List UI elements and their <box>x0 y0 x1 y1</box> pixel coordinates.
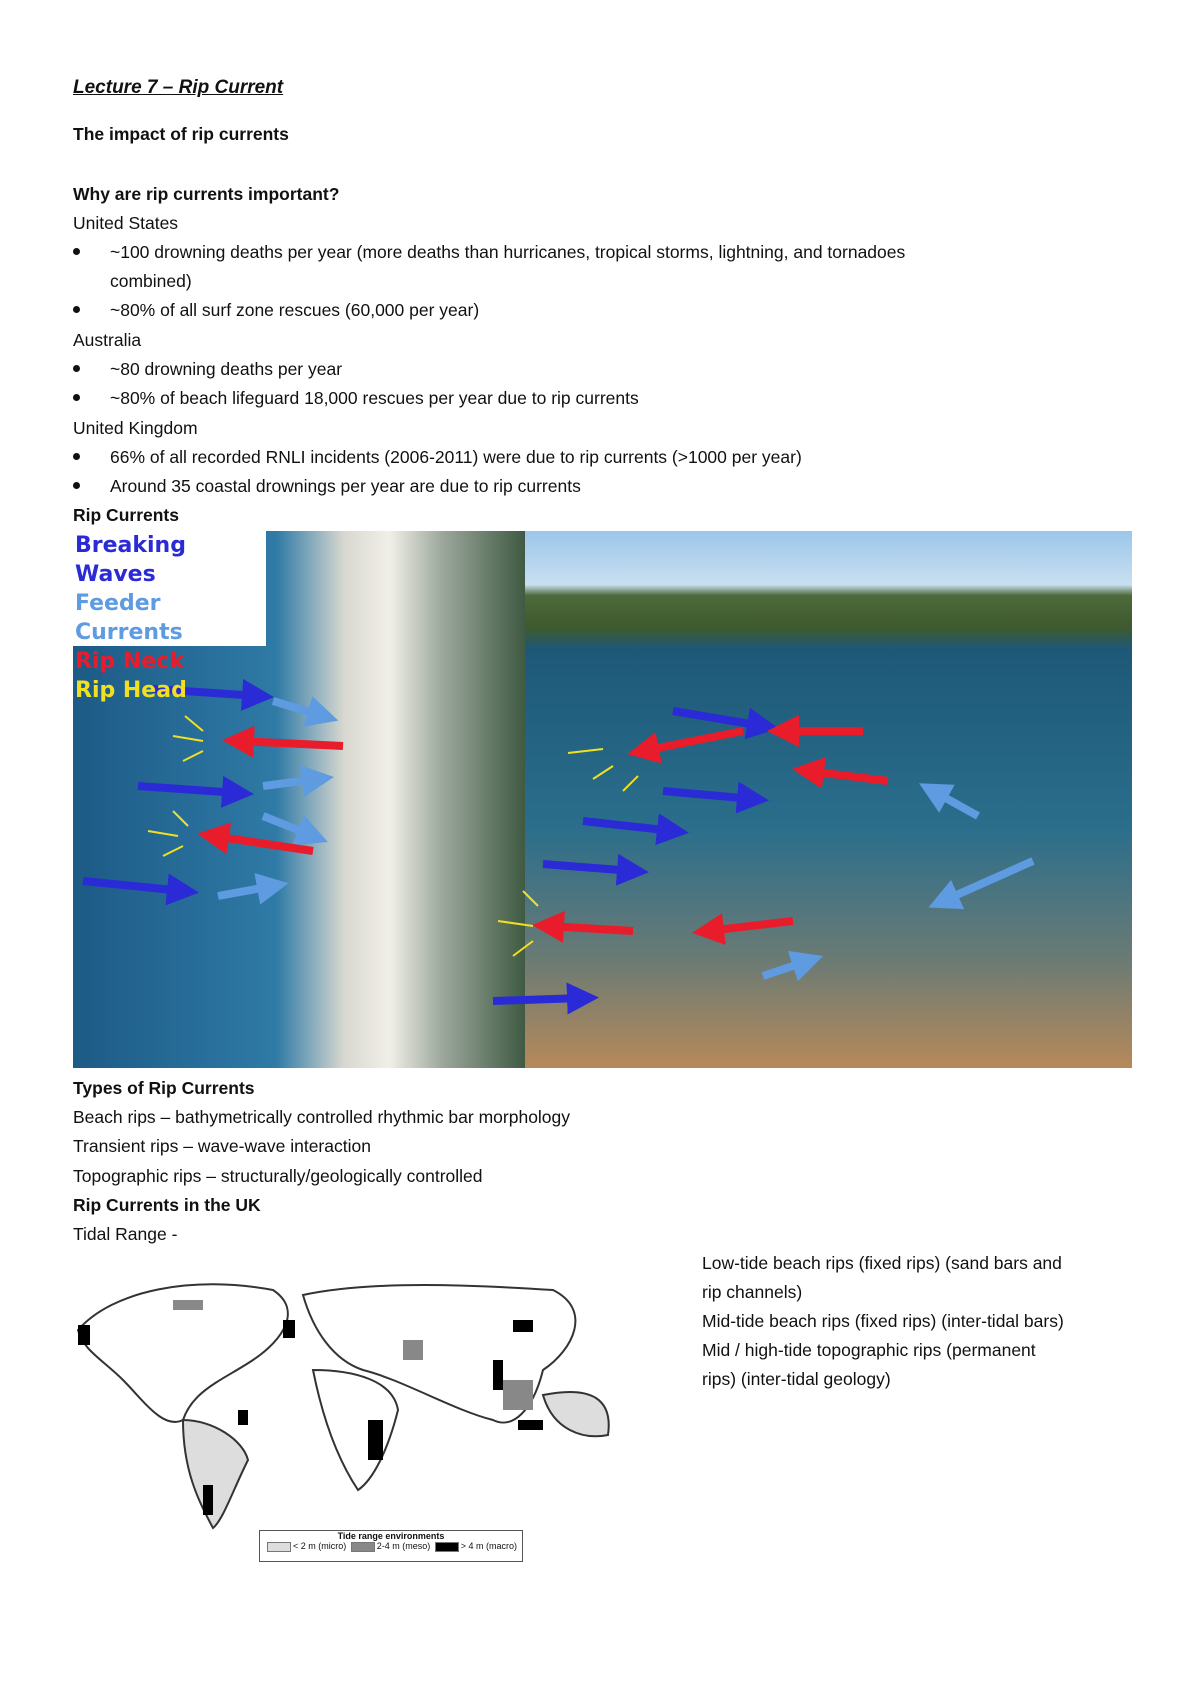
subheading: Why are rip currents important? <box>73 184 340 204</box>
legend-macro: > 4 m (macro) <box>460 1541 518 1551</box>
type-line: Transient rips – wave-wave interaction <box>73 1136 371 1156</box>
country-label: Australia <box>73 330 142 350</box>
legend-swatch-meso <box>351 1542 375 1552</box>
page-title: Lecture 7 – Rip Current <box>73 77 284 98</box>
list-item: 66% of all recorded RNLI incidents (2006-2011) were due to rip currents (>1000 per year) <box>110 447 802 467</box>
photo-legend <box>73 531 266 703</box>
list-item: ~80% of all surf zone rescues (60,000 per year) <box>110 300 480 320</box>
type-line: Topographic rips – structurally/geologically controlled <box>73 1166 483 1186</box>
map-legend <box>259 1530 523 1562</box>
list-item: Around 35 coastal drownings per year are due to rip currents <box>110 476 581 496</box>
list-item: ~80% of beach lifeguard 18,000 rescues per year due to rip currents <box>110 388 639 408</box>
legend-swatch-macro <box>435 1542 459 1552</box>
list-item: ~100 drowning deaths per year (more deaths than hurricanes, tropical storms, lightning, and tornadoes <box>110 242 906 262</box>
rip-type-line: rips) (inter-tidal geology) <box>702 1369 891 1389</box>
section-heading: The impact of rip currents <box>73 124 289 144</box>
subheading: Rip Currents in the UK <box>73 1195 261 1215</box>
bullet-icon <box>73 365 80 372</box>
legend-breaking-waves: Breaking Waves <box>75 533 186 587</box>
bullet-icon <box>73 482 80 489</box>
rip-type-line: Mid / high-tide topographic rips (permanent <box>702 1340 1036 1360</box>
bullet-icon <box>73 306 80 313</box>
map-legend-title: Tide range environments <box>337 1531 445 1541</box>
legend-feeder-currents: Feeder Currents <box>75 591 183 645</box>
legend-rip-neck: Rip Neck <box>75 649 184 674</box>
type-line: Beach rips – bathymetrically controlled rhythmic bar morphology <box>73 1107 571 1127</box>
list-item: ~80 drowning deaths per year <box>110 359 343 379</box>
legend-swatch-micro <box>267 1542 291 1552</box>
world-map-outline <box>73 1270 660 1530</box>
list-item: combined) <box>110 271 192 291</box>
bullet-icon <box>73 248 80 255</box>
legend-micro: < 2 m (micro) <box>292 1541 347 1551</box>
country-label: United States <box>73 213 179 233</box>
country-label: United Kingdom <box>73 418 198 438</box>
bullet-icon <box>73 453 80 460</box>
legend-rip-head: Rip Head <box>75 678 187 703</box>
rip-type-line: Low-tide beach rips (fixed rips) (sand bars and <box>702 1253 1062 1273</box>
rip-type-line: Mid-tide beach rips (fixed rips) (inter-tidal bars) <box>702 1311 1064 1331</box>
rip-type-line: rip channels) <box>702 1282 803 1302</box>
tidal-range-label: Tidal Range - <box>73 1224 178 1244</box>
rip-current-photos <box>73 531 1132 1068</box>
legend-meso: 2-4 m (meso) <box>376 1541 431 1551</box>
subheading: Rip Currents <box>73 505 179 525</box>
world-tide-range-map <box>73 1270 660 1565</box>
bullet-icon <box>73 394 80 401</box>
subheading: Types of Rip Currents <box>73 1078 255 1098</box>
